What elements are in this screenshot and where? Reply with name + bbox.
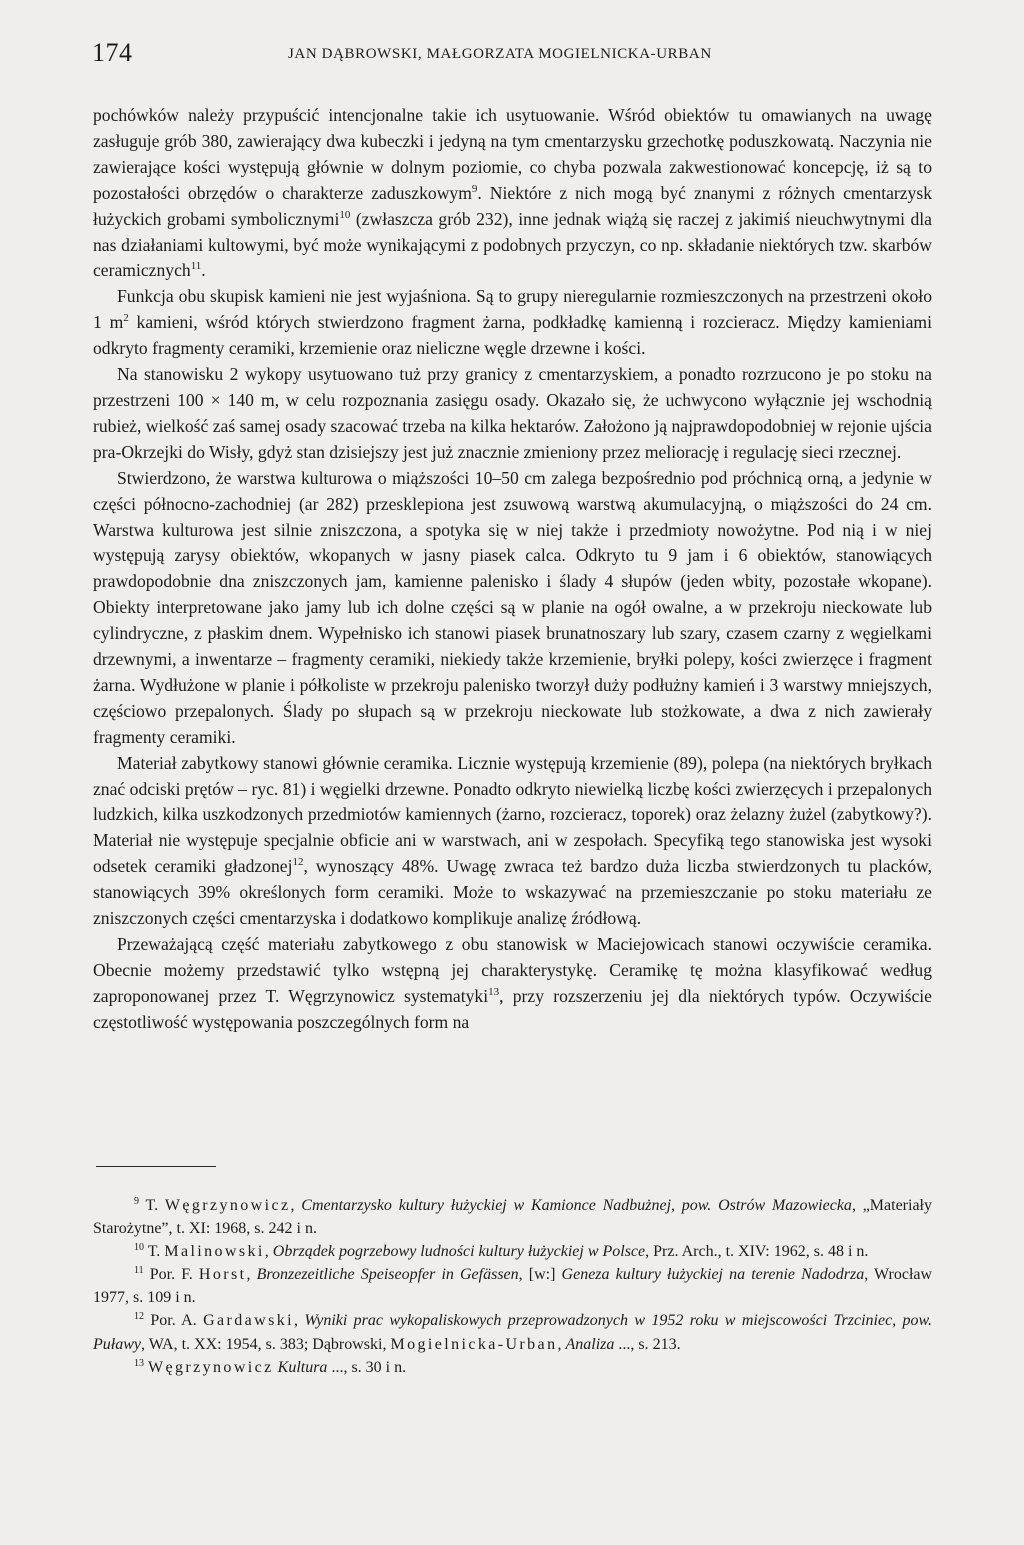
page-header [92,38,952,68]
footnote-text: , Wrocław 1977, s. 109 i n. [93,1266,933,1307]
paragraph-2 [93,284,932,362]
paragraph-text: , wynoszący 48%. Uwagę zwraca też bardzo duża liczba stwierdzonych tu placków, stanowiących 39% określonych form ceramiki. Może to wskazywać na przemieszczanie po stoku materiału ze zniszczonych części cmentarzyska i dodatkowo komplikuje analizę źródłową. [93,856,932,929]
footnote-12 [93,1309,932,1355]
page-number: 174 [92,38,133,67]
footnote-author: Gardawski [203,1312,295,1330]
paragraph-text: (zwłaszcza grób 232), inne jednak wiążą się raczej z jakimiś nieuchwytnymi dla nas działaniami kultowymi, być może wynikającymi z podobnych przyczyn, co np. składanie niektórych tzw. skarbów ceramicznych [93,208,932,281]
footnote-text: , [246,1266,257,1284]
paragraph-3: Na stanowisku 2 wykopy usytuowano tuż przy granicy z cmentarzyskiem, a ponadto rozrzucono je po stoku na przestrzeni 100 × 140 m, w celu rozpoznania zasięgu osady. Okazało się, że uchwycono wyłącznie jej wschodnią rubież, wielkość zaś samej osady szacować trzeba na kilka hektarów. Założono ją najprawdopodobniej w rejonie ujścia pra-Okrzejki do Wisły, gdyż stan dzisiejszy jest już znacznie zmieniony przez meliorację i regulację sieci rzecznej. [93,364,932,462]
footnote-ref: 12 [292,856,304,869]
footnote-title: Kultura [277,1358,328,1376]
footnote-title: Cmentarzysko kultury łużyckiej w Kamionce Nadbużnej, pow. Ostrów Mazowiecka [301,1197,852,1214]
footnote-number: 12 [134,1311,144,1323]
paragraph-text: pochówków należy przypuścić intencjonalne takie ich usytuowanie. Wśród obiektów tu omawianych na uwagę zasługuje grób 380, zawierający dwa kubeczki i jedyną na tym cmentarzysku grzechotkę poduszkowatą. Naczynia nie zawierające kości występują głównie w dolnym poziomie, co chyba pozwala zakwestionować koncepcję, iż są to pozostałości obrzędów o charakterze zaduszkowym [93,105,932,203]
footnote-title: Bronzezeitliche Speiseopfer in Gefässen [256,1266,519,1284]
paragraph-1 [93,103,932,284]
footnote-title: Geneza kultury łużyckiej na terenie Nadodrza [561,1266,865,1284]
footnote-number: 11 [134,1265,144,1277]
superscript: 2 [123,312,129,325]
footnote-text: , [294,1312,305,1330]
paragraph-text: . [201,260,206,281]
footnote-ref: 11 [190,260,202,273]
footnote-9 [93,1194,932,1240]
footnote-text: Por. A. [150,1312,204,1330]
footnote-number: 10 [134,1242,144,1254]
footnote-ref: 10 [339,208,351,221]
footnote-text: , Prz. Arch., t. XIV: 1962, s. 48 i n. [645,1243,869,1261]
footnote-title: Wyniki prac wykopaliskowych przeprowadzonych w 1952 roku w miejscowości Trzciniec, pow. Puławy [93,1312,933,1353]
paragraph-6 [93,932,932,1036]
footnote-text: , „Materiały Starożytne”, t. XI: 1968, s. 242 i n. [93,1197,933,1238]
footnote-author: Węgrzynowicz [164,1197,291,1214]
paragraph-text: Materiał zabytkowy stanowi głównie ceramika. Licznie występują krzemienie (89), polepa (na niektórych bryłkach znać odciski prętów – ryc. 81) i węgielki drzewne. Ponadto odkryto niewielką liczbę kości zwierzęcych i przepalonych ludzkich, kilka uszkodzonych przedmiotów kamiennych (żarno, rozcieracz, toporek) oraz żelazny żużel (zabytkowy?). Materiał nie występuje specjalnie obficie ani w warstwach, ani w zespołach. Specyfiką tego stanowiska jest wysoki odsetek ceramiki gładzonej [93,752,932,877]
running-head: JAN DĄBROWSKI, MAŁGORZATA MOGIELNICKA-URBAN [288,46,712,62]
footnote-text: T. [147,1243,165,1261]
footnote-text: , [290,1197,302,1214]
paragraph-text: kamieni, wśród których stwierdzono fragment żarna, podkładkę kamienną i rozcieracz. Między kamieniami odkryto fragmenty ceramiki, krzemienie oraz nieliczne węgle drzewne i kości. [93,312,932,359]
footnote-text: , [557,1335,566,1353]
footnote-title: Obrządek pogrzebowy ludności kultury łużyckiej w Polsce [272,1243,646,1261]
footnote-author: Malinowski [164,1243,265,1261]
footnote-separator [96,1166,216,1167]
footnote-ref: 9 [471,182,478,195]
footnote-text: ..., s. 30 i n. [327,1358,407,1376]
footnotes [93,1194,932,1379]
footnote-10 [93,1240,932,1263]
footnote-text: , [264,1243,273,1261]
footnote-number: 9 [134,1196,139,1207]
footnote-text: ..., s. 213. [614,1335,681,1353]
paragraph-5 [93,751,932,932]
paragraph-text: Funkcja obu skupisk kamieni nie jest wyjaśniona. Są to grupy nieregularnie rozmieszczonych na przestrzeni około 1 m [93,286,932,333]
footnote-title: Analiza [565,1335,615,1353]
footnote-text: T. [145,1197,165,1214]
body-text [93,103,932,1036]
footnote-number: 13 [134,1357,144,1369]
footnote-text: Por. F. [149,1266,199,1284]
footnote-author: Węgrzynowicz [148,1358,274,1376]
footnote-11 [93,1263,932,1309]
footnote-ref: 13 [488,985,500,998]
footnote-13 [93,1356,932,1379]
footnote-author: Mogielnicka-Urban [390,1335,558,1353]
paragraph-text: Przeważającą część materiału zabytkowego z obu stanowisk w Maciejowicach stanowi oczywiście ceramika. Obecnie możemy przedstawić tylko wstępną jej charakterystykę. Ceramikę tę można klasyfikować według zaproponowanej przez T. Węgrzynowicz systematyki [93,934,932,1006]
paragraph-text: , przy rozszerzeniu jej dla niektórych typów. Oczywiście częstotliwość występowania poszczególnych form na [93,985,932,1032]
paragraph-text: . Niektóre z nich mogą być znanymi z różnych cmentarzysk łużyckich grobami symbolicznymi [93,182,932,229]
footnote-author: Horst [198,1266,247,1284]
paragraph-4: Stwierdzono, że warstwa kulturowa o miąższości 10–50 cm zalega bezpośrednio pod próchnicą orną, a jedynie w części północno-zachodniej (ar 282) przesklepiona jest zsuwową warstwą akumulacyjną, o miąższości do 24 cm. Warstwa kulturowa jest silnie zniszczona, a spotyka się w niej także i przedmioty nowożytne. Pod nią i w niej występują zarysy obiektów, wkopanych w jasny piasek calca. Odkryto tu 9 jam i 6 obiektów, stanowiących prawdopodobnie dna zniszczonych jam, kamienne palenisko i ślady 4 słupów (jeden wbity, pozostałe wkopane). Obiekty interpretowane jako jamy lub ich dolne części są w planie na ogół owalne, a w przekroju nieckowate lub cylindryczne, z płaskim dnem. Wypełnisko ich stanowi piasek brunatnoszary lub szary, czasem czarny z węgielkami drzewnymi, a inwentarze – fragmenty ceramiki, niekiedy także krzemienie, bryłki polepy, kości zwierzęce i fragment żarna. Wydłużone w planie i półkoliste w przekroju palenisko tworzył duży podłużny kamień i 3 warstwy mniejszych, częściowo przepalonych. Ślady po słupach są w przekroju nieckowate lub stożkowate, a dwa z nich zawierały fragmenty ceramiki. [93,467,932,747]
footnote-text: , WA, t. XX: 1954, s. 383; Dąbrowski, [141,1335,391,1353]
footnote-text: , [w:] [518,1266,562,1284]
